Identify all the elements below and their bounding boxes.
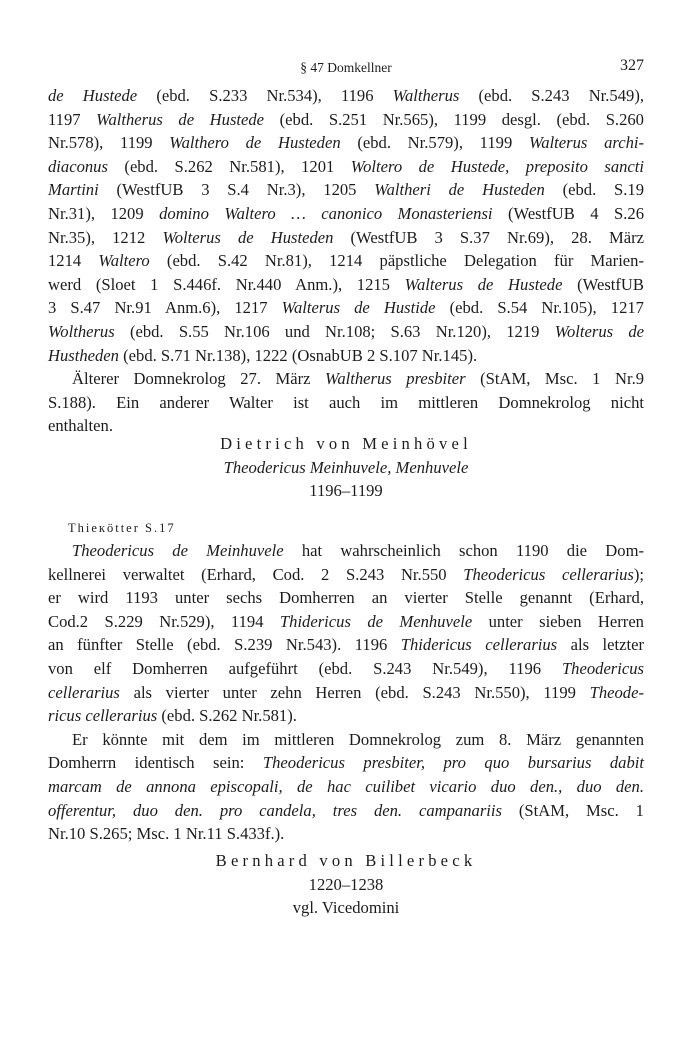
italic-text: domino Waltero … canonico Monasteriensi [159, 203, 493, 223]
italic-text: Walterus de Hustede [404, 274, 563, 294]
text-run: enthalten. [48, 416, 113, 436]
entry-heading-dietrich [48, 432, 644, 503]
italic-text: Walterus de Hustide [281, 298, 436, 318]
italic-text: Waltero [98, 251, 150, 271]
text-run: er wird 1193 unter sechs Domherren an vierter Stelle genannt (Erhard, [48, 588, 644, 608]
running-head [48, 57, 644, 79]
text-line [48, 202, 644, 226]
italic-text: Theodericus [561, 658, 644, 678]
text-line [48, 391, 644, 415]
text-line [48, 131, 644, 155]
text-run: (WestfUB 3 S.4 Nr.3), 1205 [98, 180, 375, 200]
text-run: (WestfUB 3 S.37 Nr.69), 28. März [333, 227, 644, 247]
text-run: Nr.578), 1199 [48, 133, 170, 153]
cross-reference: vgl. Vicedomini [292, 898, 400, 918]
dietrich-entry-text [48, 539, 644, 846]
italic-text: Waltherus de Hustede [96, 109, 265, 129]
text-run: (ebd. S.262 Nr.581), 1201 [107, 156, 351, 176]
italic-text: offerentur, duo den. pro candela, tres den. campanariis [48, 800, 502, 820]
italic-text: Waltheri de Husteden [374, 180, 545, 200]
italic-text: Woltherus [48, 321, 115, 341]
italic-text: ricus cellerarius [48, 706, 158, 726]
text-run: von elf Domherren aufgeführt (ebd. S.243 Nr.549), 1196 [48, 658, 562, 678]
text-line [48, 273, 644, 297]
text-line [48, 751, 644, 775]
walter-entry-continuation [48, 84, 644, 438]
italic-text: Woltero de Hustede, preposito sancti [350, 156, 644, 176]
text-line [48, 633, 644, 657]
text-run: (WestfUB 4 S.26 [492, 203, 644, 223]
text-line [48, 296, 644, 320]
text-run: (StAM, Msc. 1 Nr.9 [465, 369, 645, 389]
text-run: (StAM, Msc. 1 [501, 800, 644, 820]
text-run: 1197 [48, 109, 97, 129]
entry-name: Dietrich von Meinhövel [220, 434, 472, 453]
text-line [48, 344, 644, 368]
text-run: Nr.35), 1212 [48, 227, 163, 247]
text-line [48, 108, 644, 132]
italic-text: Waltherus presbiter [325, 369, 466, 389]
reference-note: Thieкötter S.17 [68, 521, 176, 535]
text-line [48, 681, 644, 705]
text-line [48, 799, 644, 823]
text-run: ); [633, 564, 644, 584]
text-run: als letzter [557, 635, 645, 655]
text-run: unter sieben Herren [472, 611, 644, 631]
entry-dates: 1220–1238 [308, 874, 384, 894]
text-run: Er könnte mit dem im mittleren Domnekrolog zum 8. März genannten [72, 729, 644, 749]
italic-text: Martini [48, 180, 99, 200]
text-run: 1214 [48, 251, 99, 271]
text-run: Nr.31), 1209 [48, 203, 160, 223]
text-run: S.188). Ein anderer Walter ist auch im mittleren Domnekrolog nicht [48, 392, 644, 412]
text-run: (ebd. S.54 Nr.105), 1217 [435, 298, 644, 318]
text-run: werd (Sloet 1 S.446f. Nr.440 Anm.), 1215 [48, 274, 405, 294]
italic-text: Theode- [589, 682, 644, 702]
text-line [48, 320, 644, 344]
italic-text: Thidericus de Menhuvele [279, 611, 473, 631]
italic-text: de Hustede [48, 86, 138, 105]
text-line [48, 610, 644, 634]
text-line [48, 249, 644, 273]
italic-text: Walterus archi- [528, 133, 644, 153]
italic-text: Hustheden [48, 345, 119, 365]
entry-heading-bernhard [48, 849, 644, 920]
text-run: (ebd. Nr.579), 1199 [340, 133, 529, 153]
text-line [48, 657, 644, 681]
text-run: (ebd. S.233 Nr.534), 1196 [137, 86, 393, 105]
text-line [48, 84, 644, 108]
text-run: als vierter unter zehn Herren (ebd. S.243 Nr.550), 1199 [119, 682, 590, 702]
italic-text: Walthero de Husteden [169, 133, 341, 153]
italic-text: Waltherus [392, 86, 460, 105]
text-run: (ebd. S.55 Nr.106 und Nr.108; S.63 Nr.120), 1219 [114, 321, 555, 341]
text-line [48, 178, 644, 202]
text-line [48, 728, 644, 752]
text-run: kellnerei verwaltet (Erhard, Cod. 2 S.243 Nr.550 [48, 564, 464, 584]
text-line [48, 539, 644, 563]
italic-text: Wolterus de [554, 321, 644, 341]
entry-latin-name: Theodericus Meinhuvele, Menhuvele [223, 457, 469, 477]
italic-text: Theodericus presbiter, pro quo bursarius dabit [262, 753, 644, 773]
text-run: hat wahrscheinlich schon 1190 die Dom- [283, 541, 644, 560]
italic-text: marcam de annona episcopali, de hac cuilibet vicario duo den., duo den. [48, 776, 644, 796]
text-run: (ebd. S.243 Nr.549), [459, 86, 645, 105]
italic-text: cellerarius [48, 682, 120, 702]
text-run: (ebd. S.42 Nr.81), 1214 päpstliche Delegation für Marien- [149, 251, 644, 271]
text-line [48, 226, 644, 250]
page-number: 327 [620, 57, 644, 74]
text-line [48, 563, 644, 587]
italic-text: diaconus [48, 156, 108, 176]
italic-text: Wolterus de Husteden [162, 227, 334, 247]
text-run: (WestfUB [562, 274, 644, 294]
running-head-title: § 47 Domkellner [300, 60, 392, 75]
text-run: Cod.2 S.229 Nr.529), 1194 [48, 611, 280, 631]
text-run: (ebd. S.71 Nr.138), 1222 (OsnabUB 2 S.107 Nr.145). [118, 345, 478, 365]
text-run: Domherrn identisch sein: [48, 753, 263, 773]
text-line [48, 704, 644, 728]
italic-text: Thidericus cellerarius [400, 635, 558, 655]
entry-name: Bernhard von Billerbeck [215, 851, 477, 870]
text-run: (ebd. S.19 [544, 180, 644, 200]
italic-text: Theodericus de Meinhuvele [72, 541, 284, 560]
text-run: Älterer Domnekrolog 27. März [72, 369, 326, 389]
text-run: (ebd. S.251 Nr.565), 1199 desgl. (ebd. S.260 [264, 109, 644, 129]
italic-text: Theodericus cellerarius [463, 564, 634, 584]
text-run: an fünfter Stelle (ebd. S.239 Nr.543). 1196 [48, 635, 401, 655]
text-run: (ebd. S.262 Nr.581). [157, 706, 297, 726]
text-line [48, 367, 644, 391]
text-run: 3 S.47 Nr.91 Anm.6), 1217 [48, 298, 282, 318]
text-line [48, 155, 644, 179]
text-line [48, 822, 644, 846]
text-run: Nr.10 S.265; Msc. 1 Nr.11 S.433f.). [48, 824, 285, 844]
text-line [48, 775, 644, 799]
text-line [48, 586, 644, 610]
entry-dates: 1196–1199 [309, 481, 383, 501]
